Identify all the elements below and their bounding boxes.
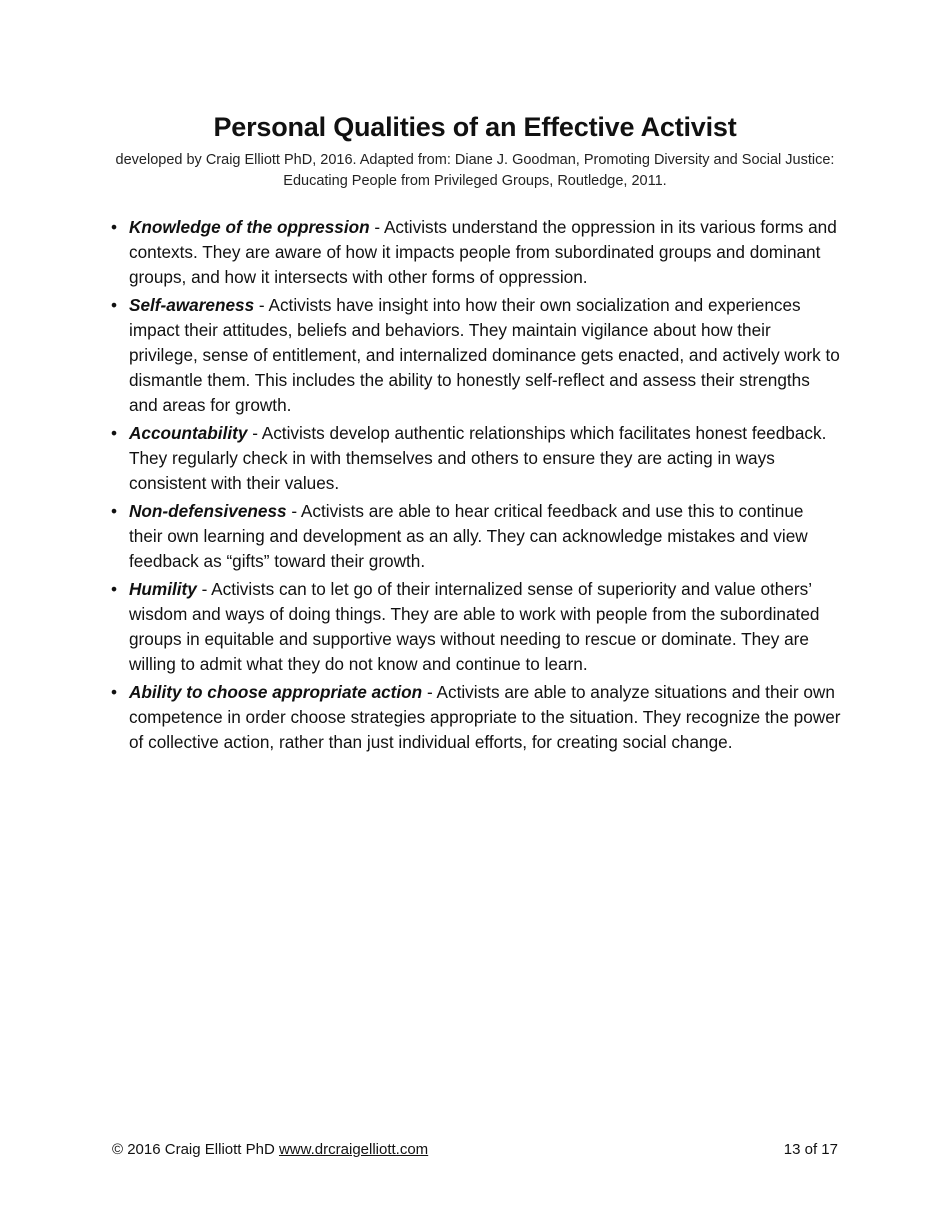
page-title: Personal Qualities of an Effective Activist xyxy=(213,112,737,142)
bullet-icon: • xyxy=(111,682,118,702)
list-item xyxy=(109,577,841,677)
list-item xyxy=(109,215,841,290)
quality-term: Non-defensiveness xyxy=(129,501,287,521)
quality-description: - Activists have insight into how their own socialization and experiences impact their attitudes, beliefs and behaviors. They maintain vigilance about how their privilege, sense of entitlement, and internalized dominance gets enacted, and actively work to dismantle them. This includes the ability to honestly self-reflect and assess their strengths and areas for growth. xyxy=(129,295,840,415)
quality-term: Knowledge of the oppression xyxy=(129,217,370,237)
quality-description: - Activists are able to analyze situations and their own competence in order choose strategies appropriate to the situation. They recognize the power of collective action, rather than just individual efforts, for creating social change. xyxy=(129,682,841,752)
list-item xyxy=(109,499,841,574)
quality-term: Ability to choose appropriate action xyxy=(129,682,423,702)
quality-term: Accountability xyxy=(129,423,248,443)
bullet-icon: • xyxy=(111,501,118,521)
quality-description: - Activists understand the oppression in its various forms and contexts. They are aware of how it impacts people from subordinated groups and dominant groups, and how it intersects with other forms of oppression. xyxy=(129,217,837,287)
list-item xyxy=(109,680,841,755)
list-item xyxy=(109,293,841,418)
bullet-icon: • xyxy=(111,423,118,443)
quality-description: - Activists can to let go of their internalized sense of superiority and value others’ wisdom and ways of doing things. They are able to work with people from the subordinated groups in equitable and supportive ways without needing to rescue or dominate. They are willing to admit what they do not know and continue to learn. xyxy=(129,579,820,674)
quality-term: Self-awareness xyxy=(129,295,255,315)
bullet-icon: • xyxy=(111,579,118,599)
quality-term: Humility xyxy=(129,579,197,599)
website-link[interactable]: www.drcraigelliott.com xyxy=(278,1141,429,1158)
copyright-text: © 2016 Craig Elliott PhD xyxy=(112,1141,275,1158)
attribution-subtitle: developed by Craig Elliott PhD, 2016. Adapted from: Diane J. Goodman, Promoting Diversity and Social Justice: Educating People from Privileged Groups, Routledge, 2011. xyxy=(115,152,835,189)
bullet-icon: • xyxy=(111,217,118,237)
bullet-icon: • xyxy=(111,295,118,315)
qualities-list xyxy=(109,215,841,758)
list-item xyxy=(109,421,841,496)
page-number: 13 of 17 xyxy=(783,1141,838,1158)
footer-copyright xyxy=(112,1141,428,1158)
quality-description: - Activists develop authentic relationships which facilitates honest feedback. They regularly check in with themselves and others to ensure they are acting in ways consistent with their values. xyxy=(129,423,827,493)
quality-description: - Activists are able to hear critical feedback and use this to continue their own learning and development as an ally. They can acknowledge mistakes and view feedback as “gifts” toward their growth. xyxy=(129,501,808,571)
